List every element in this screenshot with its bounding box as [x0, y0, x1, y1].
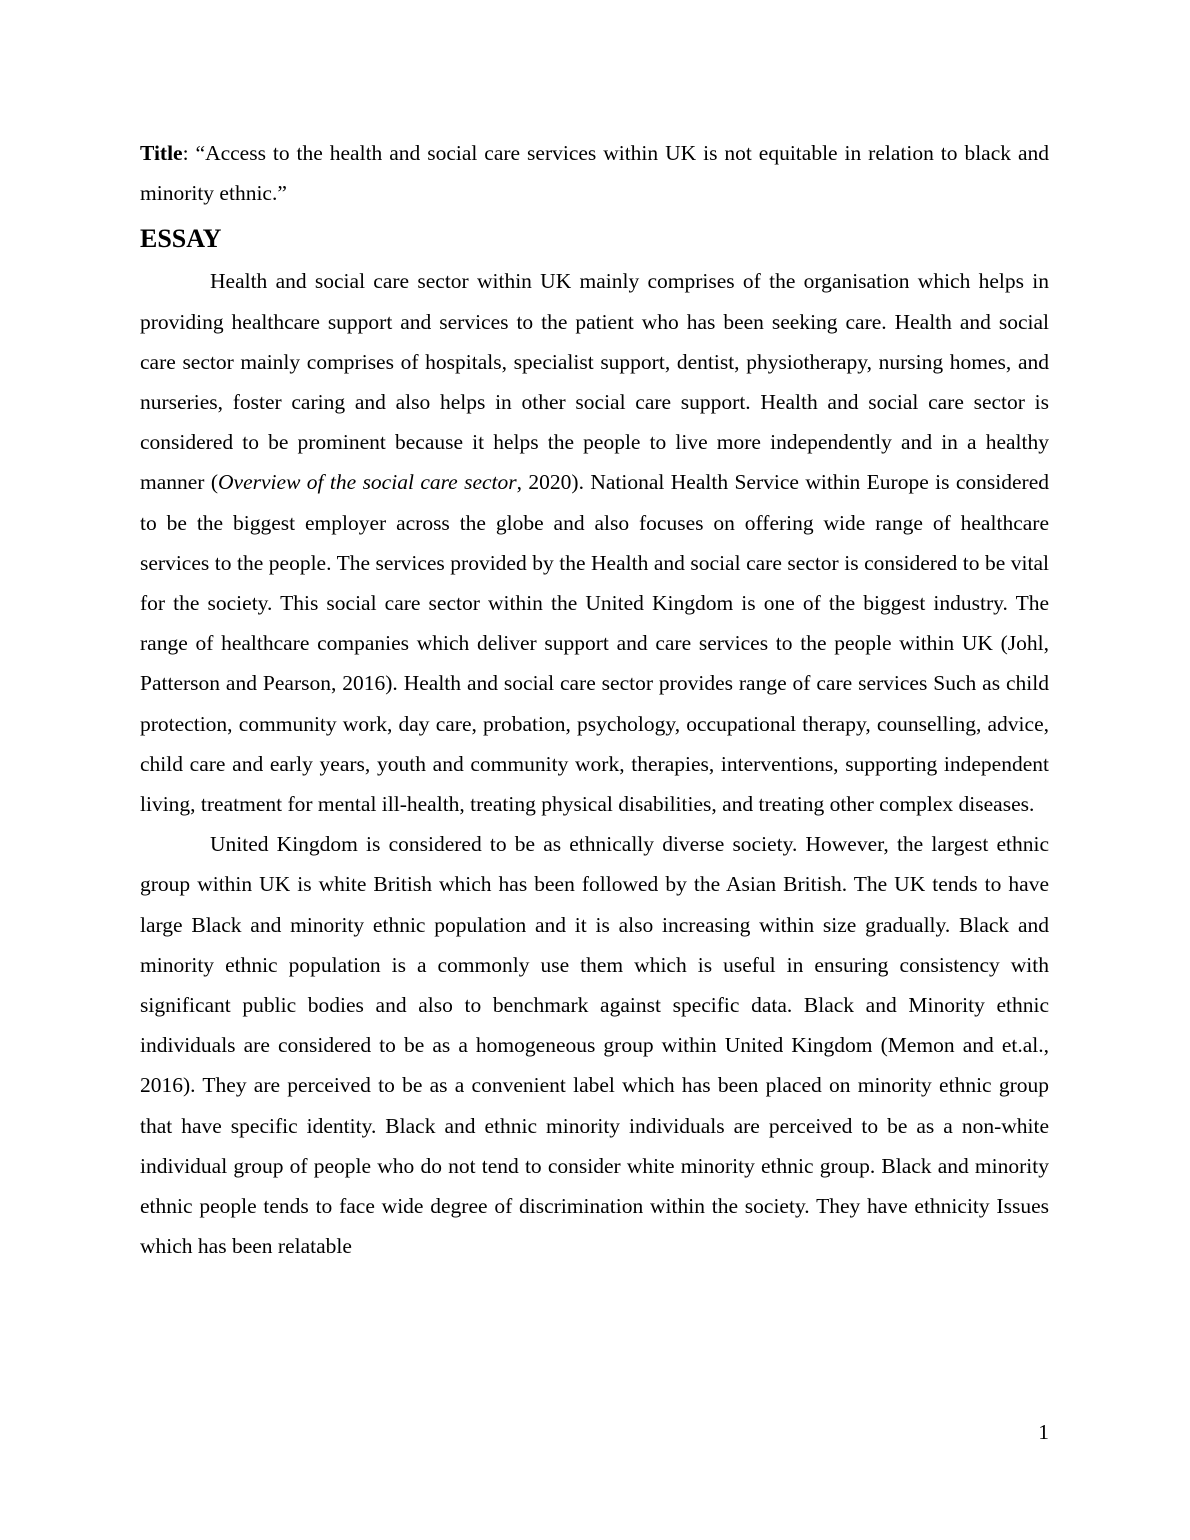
paragraph-2: United Kingdom is considered to be as ethnically diverse society. However, the largest ethnic group within UK is white British which has been followed by the Asian British. The UK tends to have large Black and minority ethnic population and it is also increasing within size gradually. Black and minority ethnic population is a commonly use them which is useful in ensuring consistency with significant public bodies and also to benchmark against specific data. Black and Minority ethnic individuals are considered to be as a homogeneous group within United Kingdom (Memon and et.al., 2016). They are perceived to be as a convenient label which has been placed on minority ethnic group that have specific identity. Black and ethnic minority individuals are perceived to be as a non-white individual group of people who do not tend to consider white minority ethnic group. Black and minority ethnic people tends to face wide degree of discrimination within the society. They have ethnicity Issues which has been relatable — [140, 832, 1049, 1259]
paragraph-1-text-b: , 2020). National Health Service within Europe is considered to be the biggest employer across the globe and also focuses on offering wide range of healthcare services to the people. The services provided by the Health and social care sector is considered to be vital for the society. This social care sector within the United Kingdom is one of the biggest industry. The range of healthcare companies which deliver support and care services to the people within UK (Johl, Patterson and Pearson, 2016). Health and social care sector provides range of care services Such as child protection, community work, day care, probation, psychology, occupational therapy, counselling, advice, child care and early years, youth and community work, therapies, interventions, supporting independent living, treatment for mental ill-health, treating physical disabilities, and treating other complex diseases. — [140, 470, 1049, 817]
paragraph-1-text-a: Health and social care sector within UK mainly comprises of the organisation which helps in providing healthcare support and services to the patient who has been seeking care. Health and social care sector mainly comprises of hospitals, specialist support, dentist, physiotherapy, nursing homes, and nurseries, foster caring and also helps in other social care support. Health and social care sector is considered to be prominent because it helps the people to live more independently and in a healthy manner ( — [140, 269, 1049, 495]
essay-title — [140, 133, 1049, 213]
title-text: : “Access to the health and social care services within UK is not equitable in relation to black and minority ethnic.” — [140, 141, 1049, 206]
paragraph-1 — [140, 261, 1049, 824]
document-page — [140, 133, 1049, 1266]
section-heading: ESSAY — [140, 224, 222, 254]
page-number: 1 — [1038, 1420, 1049, 1444]
paragraph-1-citation: Overview of the social care sector — [218, 470, 517, 495]
title-label: Title — [140, 141, 183, 165]
